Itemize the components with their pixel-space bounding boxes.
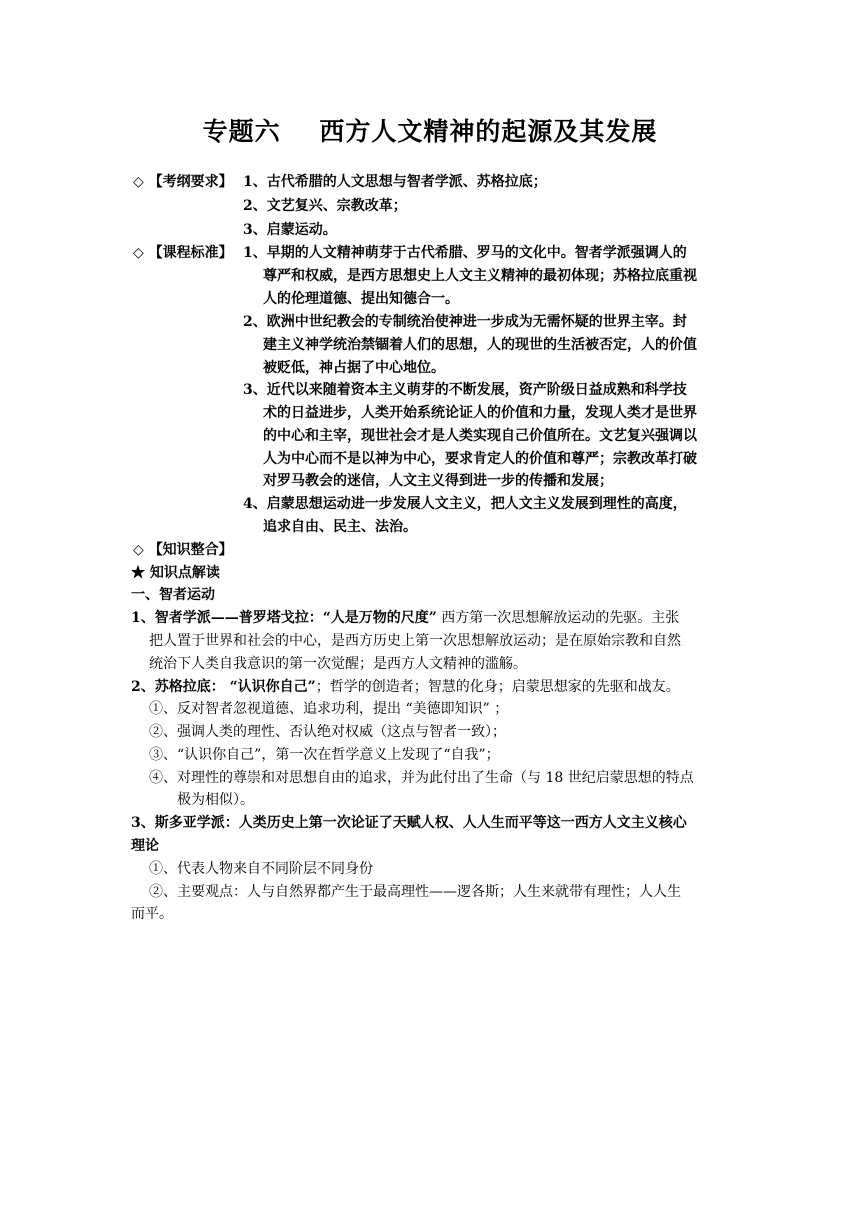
paragraph-text: ；哲学的创造者；智慧的化身；启蒙思想家的先驱和战友。 bbox=[315, 679, 680, 695]
paragraph-heading: 3、斯多亚学派：人类历史上第一次论证了天赋人权、人人生而平等这一西方人文主义核心 bbox=[131, 815, 687, 831]
page-title: 专题六 西方人文精神的起源及其发展 bbox=[202, 117, 658, 146]
kecheng-item-2-line: 被贬低，神占据了中心地位。 bbox=[263, 360, 445, 376]
kecheng-item-2-line: 建主义神学统治禁锢着人们的思想，人的现世的生活被否定，人的价值 bbox=[263, 337, 697, 353]
kecheng-item-3-line: 3、近代以来随着资本主义萌芽的不断发展，资产阶级日益成熟和科学技 bbox=[243, 382, 687, 398]
list-item: ①、代表人物来自不同阶层不同身份 bbox=[149, 861, 373, 877]
kaogang-item-3: 3、启蒙运动。 bbox=[243, 222, 337, 238]
list-item: ③、“认识你自己”，第一次在哲学意义上发现了“自我”； bbox=[149, 747, 500, 763]
kecheng-item-3-line: 的中心和主宰，现世社会才是人类实现自己价值所在。文艺复兴强调以 bbox=[263, 428, 697, 444]
paragraph-heading: 2、苏格拉底： “认识你自己” bbox=[131, 679, 316, 695]
paragraph-line: 把人置于世界和社会的中心，是西方历史上第一次思想解放运动；是在原始宗教和自然 bbox=[149, 633, 681, 649]
kaogang-item-2: 2、文艺复兴、宗教改革； bbox=[243, 198, 407, 214]
kaogang-label: ◇ 【考纲要求】 bbox=[133, 174, 233, 190]
section-heading: 一、智者运动 bbox=[131, 587, 215, 603]
paragraph-line bbox=[131, 677, 680, 697]
paragraph-text: 西方第一次思想解放运动的先驱。主张 bbox=[436, 610, 680, 626]
list-item: ②、主要观点：人与自然界都产生于最高理性——逻各斯；人生来就带有理性；人人生 bbox=[149, 884, 681, 900]
kecheng-item-3-line: 术的日益进步，人类开始系统论证人的价值和力量，发现人类才是世界 bbox=[263, 405, 697, 421]
kecheng-item-1-line: 1、早期的人文精神萌芽于古代希腊、罗马的文化中。智者学派强调人的 bbox=[243, 245, 687, 261]
kecheng-item-1-line: 尊严和权威，是西方思想史上人文主义精神的最初体现；苏格拉底重视 bbox=[263, 268, 697, 284]
list-item: ①、反对智者忽视道德、追求功利，提出 “美德即知识” ； bbox=[149, 701, 509, 717]
kecheng-item-3-line: 人为中心而不是以神为中心，要求肯定人的价值和尊严；宗教改革打破 bbox=[263, 451, 697, 467]
list-item-continuation: 而平。 bbox=[131, 906, 173, 922]
paragraph-line bbox=[131, 608, 679, 628]
kecheng-item-1-line: 人的伦理道德、提出知德合一。 bbox=[263, 291, 459, 307]
list-item: ④、对理性的尊崇和对思想自由的追求，并为此付出了生命（与 18 世纪启蒙思想的特点 bbox=[149, 770, 694, 786]
paragraph-line: 统治下人类自我意识的第一次觉醒；是西方人文精神的滥觞。 bbox=[149, 656, 527, 672]
kecheng-item-4-line: 追求自由、民主、法治。 bbox=[263, 519, 417, 535]
kecheng-item-4-line: 4、启蒙思想运动进一步发展人文主义，把人文主义发展到理性的高度， bbox=[243, 496, 687, 512]
kecheng-item-3-line: 对罗马教会的迷信，人文主义得到进一步的传播和发展； bbox=[263, 473, 613, 489]
paragraph-heading: 理论 bbox=[131, 838, 159, 854]
jiedu-label: ★ 知识点解读 bbox=[131, 565, 220, 581]
paragraph-heading: 1、智者学派——普罗塔戈拉：“人是万物的尺度” bbox=[131, 610, 437, 626]
zhishi-label: ◇ 【知识整合】 bbox=[133, 542, 233, 558]
kecheng-item-2-line: 2、欧洲中世纪教会的专制统治使神进一步成为无需怀疑的世界主宰。封 bbox=[243, 314, 687, 330]
list-item-continuation: 极为相似）。 bbox=[177, 792, 254, 808]
list-item: ②、强调人类的理性、否认绝对权威（这点与智者一致）； bbox=[149, 724, 506, 740]
kecheng-label: ◇ 【课程标准】 bbox=[133, 245, 233, 261]
kaogang-item-1: 1、古代希腊的人文思想与智者学派、苏格拉底； bbox=[243, 174, 547, 190]
